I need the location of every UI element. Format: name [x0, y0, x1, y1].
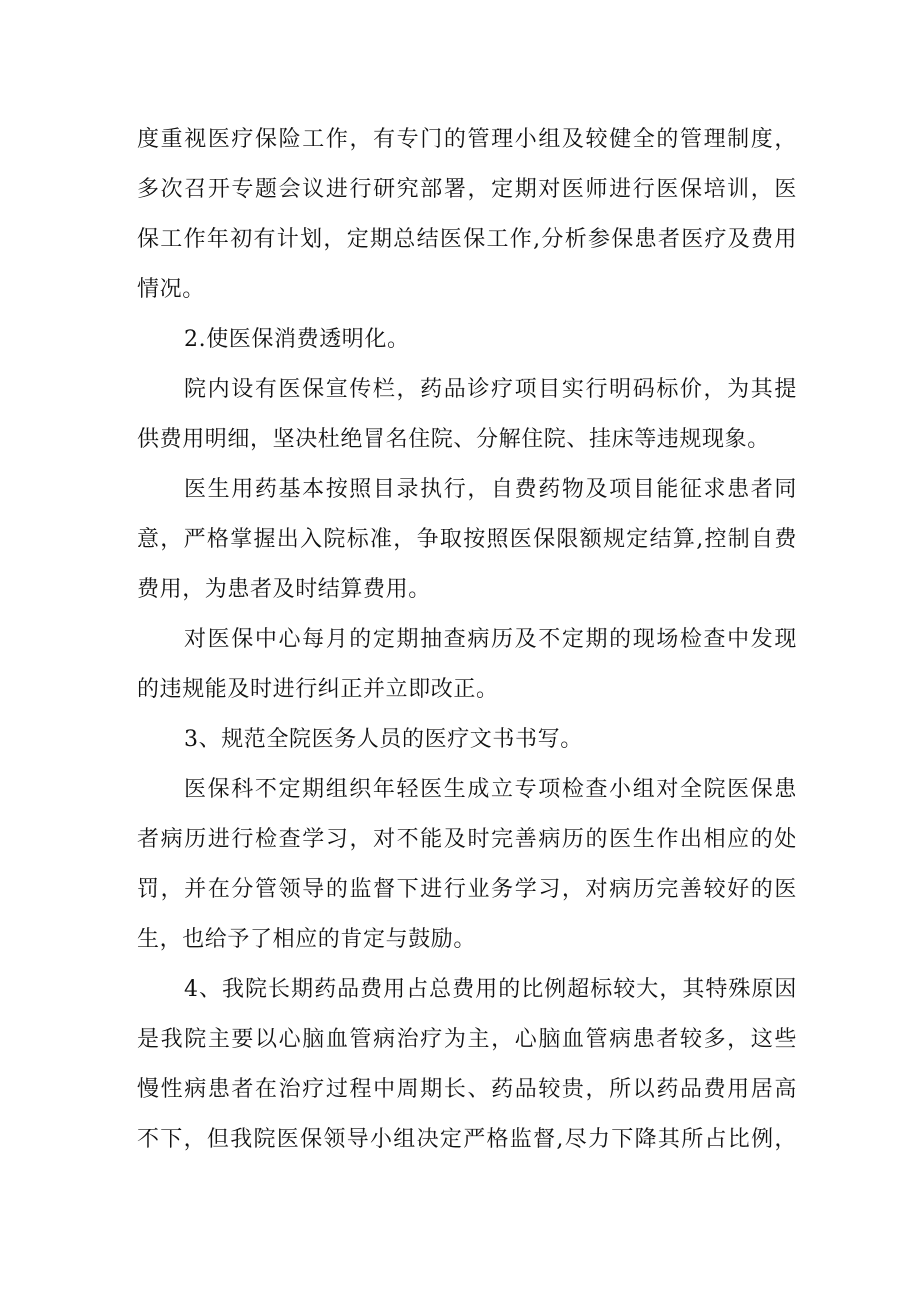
paragraph-line: 对医保中心每月的定期抽查病历及不定期的现场检查中发现: [184, 627, 797, 652]
paragraph-line: 不下，但我院医保领导小组决定严格监督,尽力下降其所占比例，: [137, 1127, 797, 1152]
paragraph-line: 供费用明细，坚决杜绝冒名住院、分解住院、挂床等违规现象。: [137, 427, 770, 452]
paragraph-line: 是我院主要以心脑血管病治疗为主，心脑血管病患者较多，这些: [137, 1027, 797, 1052]
paragraph-line: 费用，为患者及时结算费用。: [137, 577, 431, 602]
section-heading: 2.使医保消费透明化。: [184, 327, 410, 352]
paragraph-line: 的违规能及时进行纠正并立即改正。: [137, 677, 499, 702]
paragraph-line: 生，也给予了相应的肯定与鼓励。: [137, 927, 477, 952]
paragraph-line: 情况。: [137, 277, 205, 302]
paragraph-line: 院内设有医保宣传栏，药品诊疗项目实行明码标价，为其提: [184, 377, 797, 402]
paragraph-line: 医生用药基本按照目录执行，自费药物及项目能征求患者同: [184, 477, 797, 502]
paragraph-line: 多次召开专题会议进行研究部署，定期对医师进行医保培训，医: [137, 177, 797, 202]
paragraph-line: 慢性病患者在治疗过程中周期长、药品较贵，所以药品费用居高: [137, 1077, 797, 1102]
paragraph-line: 度重视医疗保险工作，有专门的管理小组及较健全的管理制度，: [137, 127, 797, 152]
section-heading: 4、我院长期药品费用占总费用的比例超标较大，其特殊原因: [184, 977, 797, 1002]
paragraph-line: 者病历进行检查学习，对不能及时完善病历的医生作出相应的处: [137, 827, 797, 852]
paragraph-line: 医保科不定期组织年轻医生成立专项检查小组对全院医保患: [184, 777, 797, 802]
section-heading: 3、规范全院医务人员的医疗文书书写。: [184, 727, 583, 752]
paragraph-line: 意，严格掌握出入院标准，争取按照医保限额规定结算,控制自费: [137, 527, 797, 552]
paragraph-line: 罚，并在分管领导的监督下进行业务学习，对病历完善较好的医: [137, 877, 797, 902]
paragraph-line: 保工作年初有计划，定期总结医保工作,分析参保患者医疗及费用: [137, 227, 797, 252]
